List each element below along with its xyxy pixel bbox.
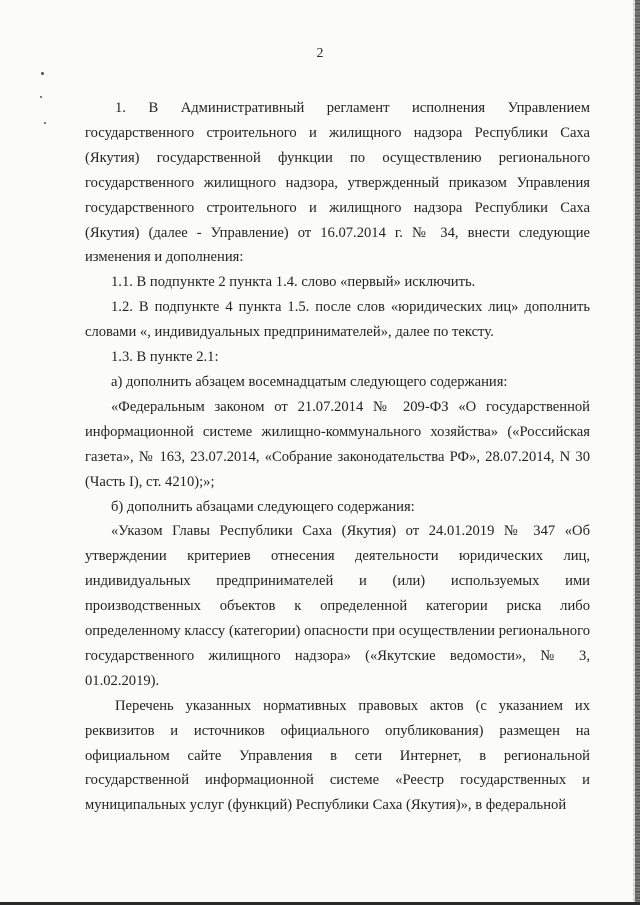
paragraph-1-1: 1.1. В подпункте 2 пункта 1.4. слово «первый» исключить.	[111, 274, 476, 291]
paragraph-item-b: б) дополнить абзацами следующего содержания:	[111, 498, 415, 515]
scan-speck	[40, 96, 42, 98]
scan-speck	[41, 72, 44, 75]
paragraph-1-2: 1.2. В подпункте 4 пункта 1.5. после слов «юридических лиц» дополнить словами «, индивидуальных предпринимателей», далее по тексту.	[85, 299, 590, 341]
scan-edge-right-shadow	[633, 0, 635, 905]
page-number: 2	[316, 46, 324, 61]
paragraph-quote-decree: «Указом Главы Республики Саха (Якутия) от 24.01.2019 № 347 «Об утверждении критериев отнесения деятельности юридических лиц, индивидуальных предпринимателей и (или) используемых ими производственных объектов к определенной категории риска либо определенному классу (категории) опасности при осуществлении регионального государственного жилищного надзора» («Якутские ведомости», № 3, 01.02.2019).	[85, 523, 590, 689]
paragraph-item-a: а) дополнить абзацем восемнадцатым следующего содержания:	[111, 373, 508, 390]
scan-edge-right	[635, 0, 640, 905]
document-body	[85, 96, 590, 818]
paragraph-quote-federal-law: «Федеральным законом от 21.07.2014 № 209-ФЗ «О государственной информационной системе жилищно-коммунального хозяйства» («Российская газета», № 163, 23.07.2014, «Собрание законодательства РФ», 28.07.2014, N 30 (Часть I), ст. 4210);»;	[85, 398, 590, 490]
paragraph-1-3: 1.3. В пункте 2.1:	[111, 349, 219, 366]
paragraph-1: 1. В Административный регламент исполнения Управлением государственного строительного и жилищного надзора Республики Саха (Якутия) государственной функции по осуществлению регионального государственного жилищного надзора, утвержденный приказом Управления государственного строительного и жилищного надзора Республики Саха (Якутия) (далее - Управление) от 16.07.2014 г. № 34, внести следующие изменения и дополнения:	[85, 100, 590, 266]
paragraph-list-publication: Перечень указанных нормативных правовых актов (с указанием их реквизитов и источников официального опубликования) размещен на официальном сайте Управления в сети Интернет, в региональной государственной информационной системе «Реестр государственных и муниципальных услуг (функций) Республики Саха (Якутия)», в федеральной	[85, 697, 590, 814]
scan-speck	[44, 122, 46, 124]
